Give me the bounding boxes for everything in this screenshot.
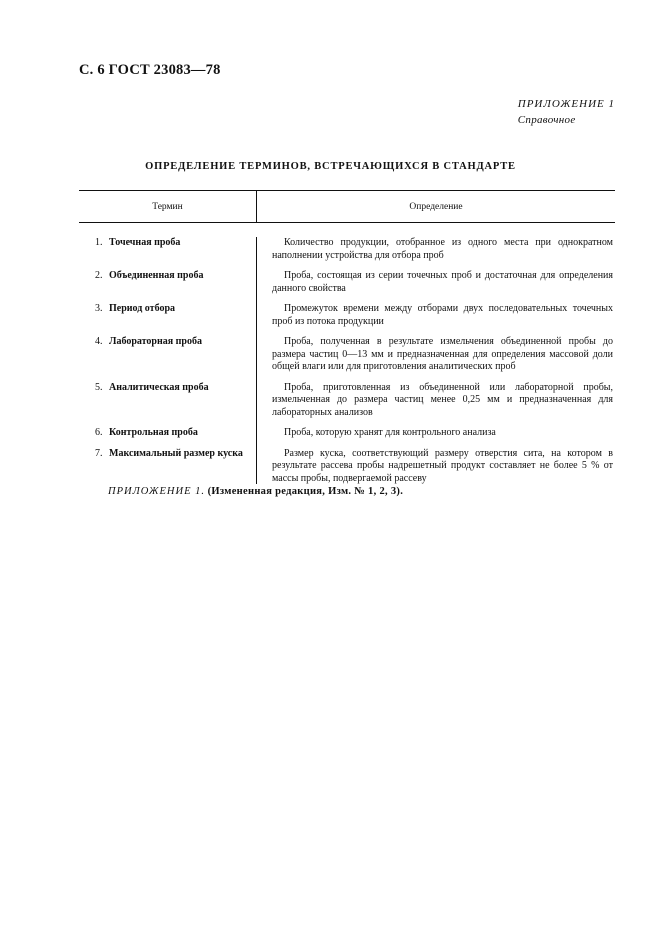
table-row	[79, 427, 615, 440]
term-cell	[79, 427, 257, 440]
table-header	[79, 190, 615, 223]
term-name: Точечная проба	[109, 237, 181, 248]
table-row	[79, 336, 615, 374]
definition-text: Проба, которую хранят для контрольного анализа	[284, 427, 496, 438]
term-name: Объединенная проба	[109, 270, 204, 281]
term-cell	[79, 237, 257, 262]
amendment-lead: ПРИЛОЖЕНИЕ 1.	[108, 486, 205, 497]
definition-cell	[257, 448, 615, 486]
definition-text: Количество продукции, отобранное из одного места при однократном наполнении устройства для отбора проб	[272, 237, 613, 261]
definition-cell	[257, 270, 615, 295]
appendix-type: Справочное	[517, 114, 576, 126]
term-cell	[79, 270, 257, 295]
appendix-label	[518, 96, 615, 128]
term-cell	[79, 303, 257, 328]
column-header-definition: Определение	[409, 201, 463, 212]
term-cell	[79, 448, 257, 486]
definition-text: Проба, приготовленная из объединенной или лабораторной пробы, измельченная до размера частиц менее 0,25 мм и предназначенная для лабораторных анализов	[272, 381, 613, 418]
amendment-text: (Измененная редакция, Изм. № 1, 2, 3).	[207, 486, 404, 497]
definition-text: Промежуток времени между отборами двух последовательных точечных проб из потока продукции	[272, 303, 613, 327]
definition-cell	[257, 336, 615, 374]
table-row	[79, 237, 615, 262]
definition-text: Размер куска, соответствующий размеру отверстия сита, на котором в результате рассева пробы надрешетный продукт составляет не более 5 % от массы пробы, подвергаемой рассеву	[272, 447, 613, 484]
definition-cell	[257, 237, 615, 262]
term-number: 5.	[95, 381, 103, 393]
page-header: С. 6 ГОСТ 23083—78	[79, 62, 221, 78]
table-row	[79, 382, 615, 420]
term-name: Максимальный размер куска	[109, 447, 243, 459]
term-number: 1.	[95, 237, 103, 248]
definition-cell	[257, 427, 615, 440]
table-row	[79, 448, 615, 486]
definition-cell	[257, 382, 615, 420]
amendment-note	[108, 486, 403, 497]
term-number: 2.	[95, 270, 103, 281]
term-number: 6.	[95, 427, 103, 438]
term-name: Контрольная проба	[109, 427, 198, 438]
definition-cell	[257, 303, 615, 328]
table-row	[79, 303, 615, 328]
term-name: Лабораторная проба	[109, 336, 202, 347]
appendix-title: ПРИЛОЖЕНИЕ 1	[517, 98, 615, 110]
definition-text: Проба, состоящая из серии точечных проб и достаточная для определения данного свойства	[272, 270, 613, 294]
term-number: 3.	[95, 303, 103, 314]
term-name: Аналитическая проба	[109, 381, 209, 393]
term-number: 7.	[95, 447, 103, 459]
term-name: Период отбора	[109, 303, 176, 314]
terms-table	[79, 190, 615, 485]
term-number: 4.	[95, 336, 103, 347]
section-title: ОПРЕДЕЛЕНИЕ ТЕРМИНОВ, ВСТРЕЧАЮЩИХСЯ В СТАНДАРТЕ	[145, 161, 516, 172]
term-cell	[79, 382, 257, 420]
table-row	[79, 270, 615, 295]
table-body	[79, 237, 615, 485]
column-header-term: Термин	[79, 191, 257, 222]
term-cell	[79, 336, 257, 374]
definition-text: Проба, полученная в результате измельчения объединенной пробы до размера частиц 0—13 мм и предназначенная для определения массовой доли общей влаги или для приготовления аналитических проб	[272, 336, 613, 372]
